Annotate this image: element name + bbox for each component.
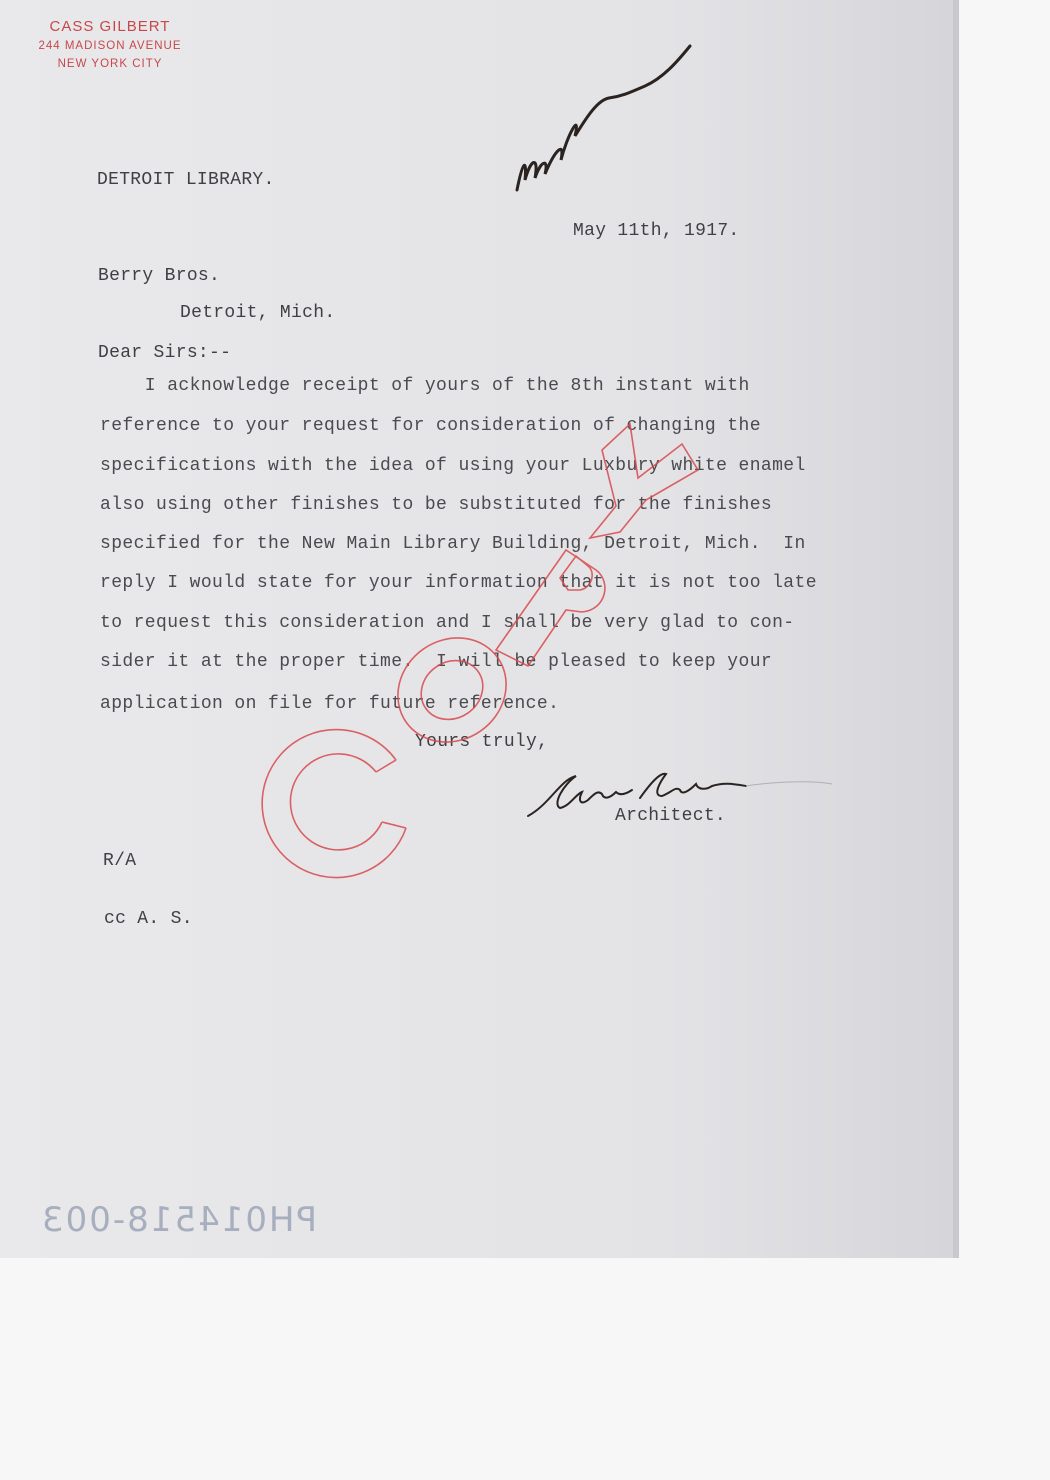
body-line: reply I would state for your information that it is not too late bbox=[100, 573, 817, 593]
body-line: to request this consideration and I shall be very glad to con- bbox=[100, 613, 795, 633]
salutation: Dear Sirs:-- bbox=[98, 343, 232, 363]
carbon-copy-line: cc A. S. bbox=[104, 909, 193, 929]
body-line: specifications with the idea of using your Luxbury white enamel bbox=[100, 456, 806, 476]
body-line: I acknowledge receipt of yours of the 8th instant with bbox=[100, 376, 750, 396]
body-line: application on file for future reference. bbox=[100, 694, 560, 714]
letterhead-address: 244 MADISON AVENUE bbox=[38, 40, 182, 52]
handwritten-initials bbox=[505, 40, 705, 200]
signature-title: Architect. bbox=[615, 806, 727, 826]
subject-line: DETROIT LIBRARY. bbox=[97, 170, 275, 190]
body-line: sider it at the proper time. I will be pleased to keep your bbox=[100, 652, 773, 672]
body-line: also using other finishes to be substituted for the finishes bbox=[100, 495, 773, 515]
body-line: reference to your request for consideration of changing the bbox=[100, 416, 761, 436]
body-line: specified for the New Main Library Building, Detroit, Mich. In bbox=[100, 534, 806, 554]
recipient-name: Berry Bros. bbox=[98, 266, 221, 286]
letterhead-name: CASS GILBERT bbox=[49, 18, 171, 35]
recipient-location: Detroit, Mich. bbox=[180, 303, 336, 323]
letterhead-city: NEW YORK CITY bbox=[57, 58, 163, 70]
sheet-edge bbox=[953, 0, 959, 1258]
closing: Yours truly, bbox=[415, 732, 549, 752]
letter-date: May 11th, 1917. bbox=[573, 221, 740, 241]
copy-stamp bbox=[250, 360, 710, 920]
archive-number: PH014518-003 bbox=[40, 1200, 318, 1240]
letterhead bbox=[0, 18, 220, 70]
typist-initials: R/A bbox=[103, 851, 137, 871]
